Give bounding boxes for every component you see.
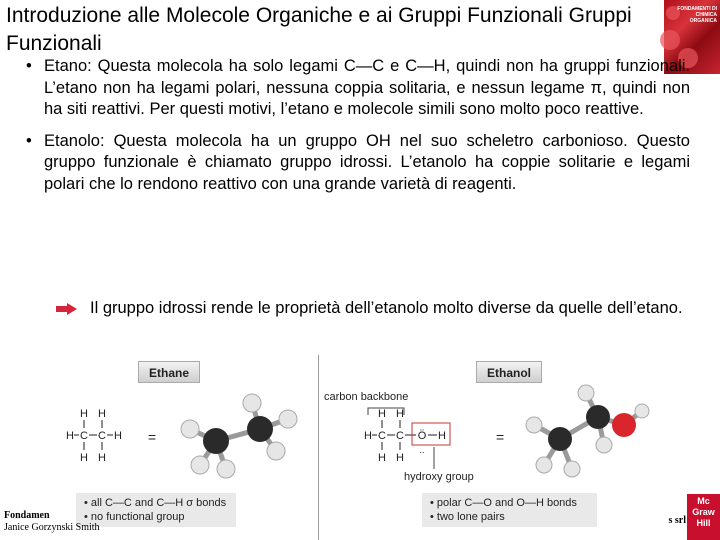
bullet-ethane [24, 56, 690, 121]
atom-c: C [98, 430, 106, 442]
footer-publisher: s srl [668, 515, 686, 526]
atom-h: H [378, 408, 386, 420]
logo-line: Hill [696, 518, 711, 528]
atom-h: H [378, 452, 386, 464]
ethane-label: Ethane [138, 361, 200, 383]
ethane-ball-and-stick-model [170, 385, 310, 485]
bullet-text-ethane: Etano: Questa molecola ha solo legami C—C e C—H, quindi non ha gruppi funzionali. L’etano non ha legami polari, nessuna coppia solitaria, e nessun legame π, quindi non ha siti reattivi. Per questi motivi, l’etano e molecole simili sono molto poco reattive. [44, 57, 690, 118]
ethane-bond-item: • all C—C and C—H σ bonds [84, 497, 227, 509]
ethanol-label: Ethanol [476, 361, 542, 383]
ethane-bond-summary [76, 493, 236, 527]
arrow-bullet-icon [56, 303, 78, 315]
bullet-list [24, 56, 690, 205]
cover-text: FONDAMENTI DI CHIMICA ORGANICA [677, 6, 717, 24]
logo-line: Mc [697, 496, 710, 506]
atom-c: C [378, 430, 386, 442]
ethanol-structural-formula [364, 407, 478, 467]
slide-title: Introduzione alle Molecole Organiche e ai Gruppi Funzionali Gruppi Funzionali [6, 4, 632, 55]
atom-h: H [396, 452, 404, 464]
bullet-text-ethanol: Etanolo: Questa molecola ha un gruppo OH nel suo scheletro carbonioso. Questo gruppo funzionale è chiamato gruppo idrossi. L’etanolo ha coppie solitarie e legami polari che lo rendono reattivo con una grande varietà di reagenti. [44, 131, 690, 193]
panel-divider [318, 355, 319, 540]
bullet-marker: • [26, 57, 32, 75]
hydroxy-group-label: hydroxy group [404, 471, 474, 483]
atom-h: H [80, 408, 88, 420]
atom-o: Ö [417, 430, 427, 442]
ethane-bond-item: • no functional group [84, 511, 185, 523]
carbon-backbone-label: carbon backbone [324, 391, 409, 403]
ethanol-ball-and-stick-model [520, 381, 655, 485]
ethanol-bond-item: • two lone pairs [430, 511, 505, 523]
sub-point-text: Il gruppo idrossi rende le proprietà dell’etanolo molto diverse da quelle dell’etano. [90, 299, 683, 317]
footer-credits [4, 510, 100, 534]
ethane-structural-formula [66, 407, 140, 467]
atom-h: H [364, 430, 372, 442]
atom-h: H [98, 408, 106, 420]
ethanol-bond-item: • polar C—O and O—H bonds [430, 497, 577, 509]
ethanol-bond-summary [422, 493, 597, 527]
atom-h: H [66, 430, 74, 442]
atom-h: H [98, 452, 106, 464]
hydroxy-group-pointer [424, 447, 444, 471]
equals-sign: = [496, 429, 505, 445]
molecule-figure [66, 355, 655, 540]
footer-author: Janice Gorzynski Smith [4, 522, 100, 533]
footer-book-title: Fondamen [4, 510, 50, 521]
sub-point [56, 296, 690, 320]
mcgraw-hill-logo [687, 494, 720, 540]
atom-h: H [438, 430, 446, 442]
atom-c: C [80, 430, 88, 442]
atom-c: C [396, 430, 404, 442]
bullet-ethanol [24, 131, 690, 196]
bullet-marker: • [26, 131, 32, 150]
equals-sign: = [148, 429, 157, 445]
atom-h: H [80, 452, 88, 464]
svg-text:..: .. [419, 445, 425, 455]
logo-line: Graw [692, 507, 715, 517]
atom-h: H [114, 430, 122, 442]
atom-h: H [396, 408, 404, 420]
